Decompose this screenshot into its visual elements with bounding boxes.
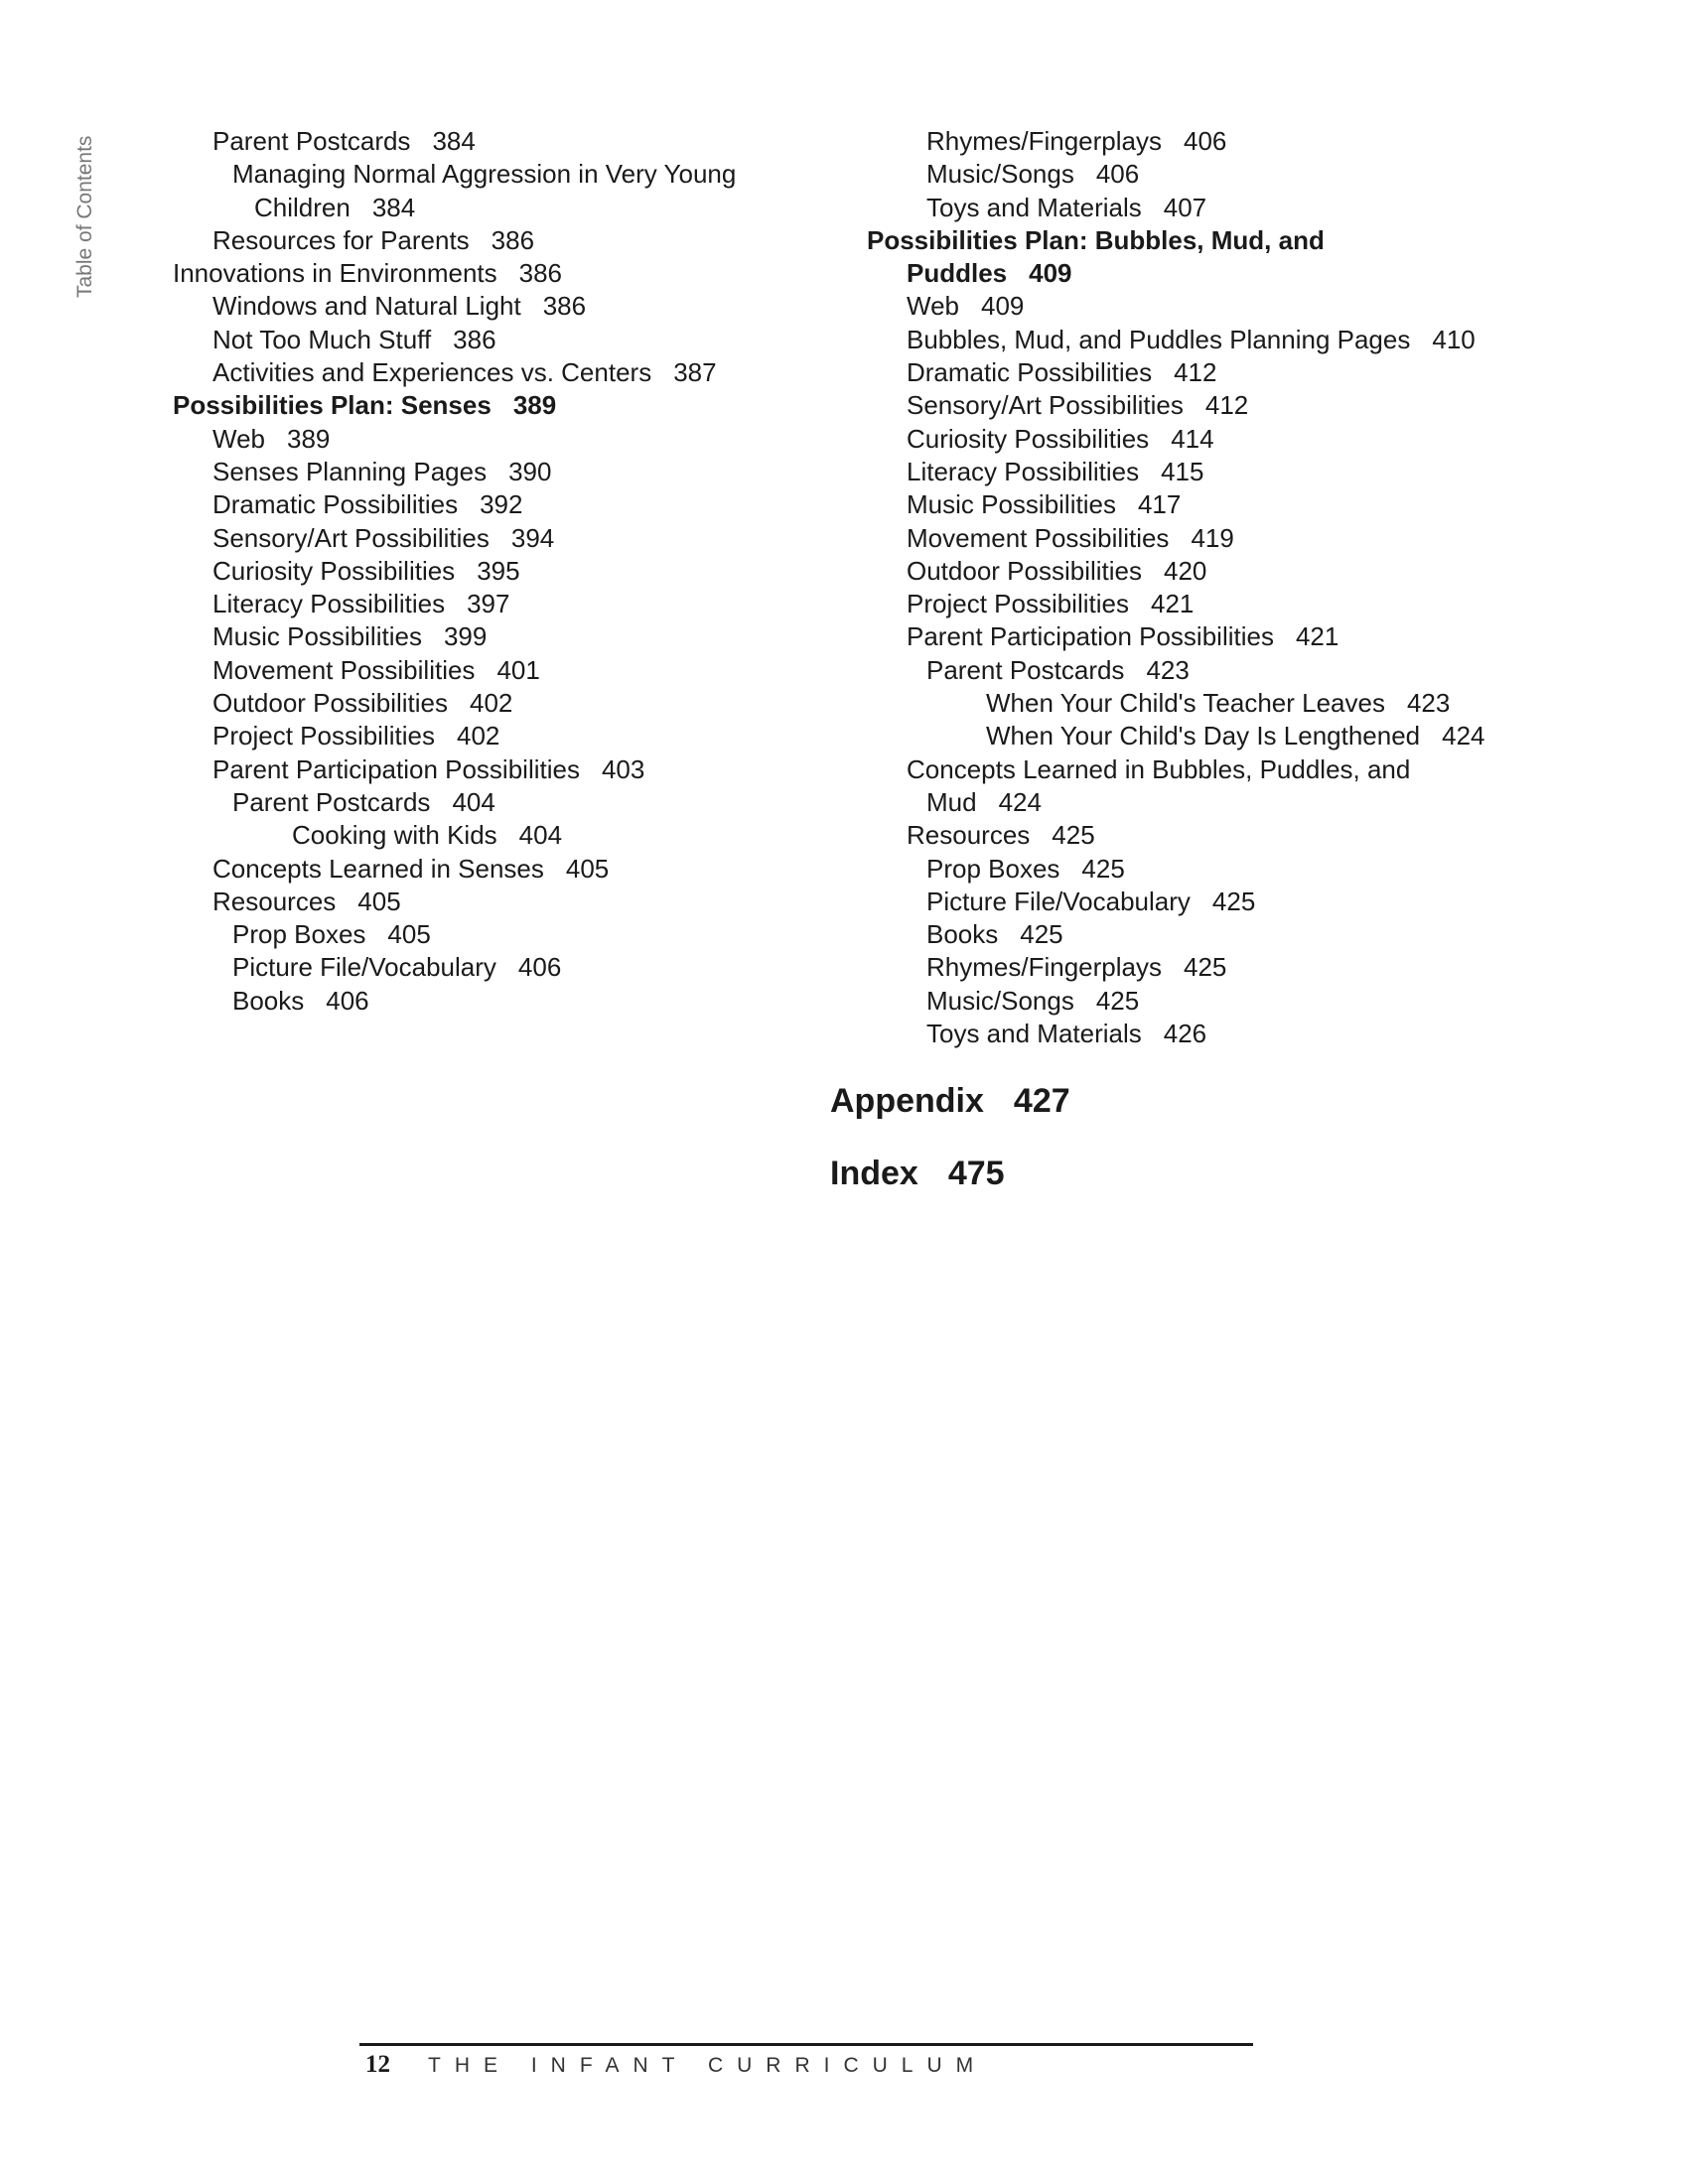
toc-entry-title: Picture File/Vocabulary [232, 952, 496, 983]
toc-entry [173, 687, 808, 720]
toc-entry-title: When Your Child's Day Is Lengthened [986, 721, 1421, 751]
toc-entry-title: Dramatic Possibilities [907, 357, 1153, 388]
toc-entry-page: 389 [287, 423, 331, 454]
toc-entry-title: Appendix [830, 1082, 984, 1120]
toc-entry-title: Possibilities Plan: Bubbles, Mud, and [867, 224, 1325, 255]
toc-entry [867, 158, 1602, 191]
toc-entry-index [830, 1155, 1005, 1193]
toc-entry-page: 386 [542, 291, 587, 322]
toc-entry [867, 290, 1602, 323]
toc-entry [173, 555, 808, 588]
toc-entry [173, 290, 808, 323]
toc-entry-title: Music/Songs [926, 985, 1074, 1016]
toc-entry-title: Movement Possibilities [212, 654, 476, 685]
toc-entry [867, 1018, 1602, 1050]
toc-entry [173, 720, 808, 752]
toc-entry-title: When Your Child's Teacher Leaves [986, 688, 1385, 719]
toc-entry [173, 819, 808, 852]
toc-entry-page: 397 [467, 589, 510, 619]
toc-entry [867, 192, 1602, 224]
toc-entry-page: 399 [443, 621, 488, 652]
page-footer [365, 2051, 987, 2079]
toc-entry [867, 125, 1602, 158]
footer-rule [359, 2043, 1253, 2046]
toc-entry-page: 402 [456, 721, 500, 751]
toc-entry-title: Windows and Natural Light [212, 291, 521, 322]
toc-entry-title: Music Possibilities [212, 621, 422, 652]
toc-entry-title: Dramatic Possibilities [212, 489, 459, 520]
toc-entry-page: 421 [1150, 589, 1195, 619]
toc-entry-page: 386 [518, 258, 563, 289]
toc-entry-page: 421 [1295, 621, 1339, 652]
toc-left-column [173, 125, 808, 1018]
toc-entry-page: 425 [1183, 952, 1227, 983]
toc-entry-page: 392 [480, 489, 523, 520]
toc-entry-page: 426 [1163, 1019, 1207, 1049]
side-tab-label: Table of Contents [73, 135, 96, 298]
toc-entry-page: 406 [1183, 126, 1227, 156]
toc-entry-title: Concepts Learned in Bubbles, Puddles, and [907, 753, 1411, 784]
toc-entry [867, 720, 1602, 752]
toc-entry-page: 401 [496, 654, 540, 685]
toc-entry-title: Books [232, 985, 305, 1016]
toc-entry-page: 403 [601, 753, 645, 784]
toc-entry-page: 387 [673, 357, 717, 388]
toc-entry-page: 405 [357, 886, 401, 916]
toc-entry [173, 853, 808, 886]
toc-entry [173, 985, 808, 1018]
toc-entry-title: Web [907, 291, 959, 322]
footer-book-title: THE INFANT CURRICULUM [428, 2054, 988, 2077]
toc-entry-title: Bubbles, Mud, and Puddles Planning Pages [907, 324, 1411, 354]
toc-entry-title: Concepts Learned in Senses [212, 853, 544, 884]
toc-entry-page: 390 [508, 456, 552, 486]
toc-entry-page: 389 [512, 390, 557, 421]
toc-entry-page: 427 [1013, 1082, 1070, 1120]
toc-entry-title: Outdoor Possibilities [212, 688, 448, 719]
toc-entry [867, 588, 1602, 620]
toc-entry-title: Mud [926, 786, 977, 817]
toc-entry-page: 405 [565, 853, 610, 884]
toc-entry [173, 324, 808, 356]
toc-entry-title: Not Too Much Stuff [212, 324, 432, 354]
toc-entry [173, 951, 808, 984]
toc-entry [867, 257, 1602, 290]
toc-entry-page: 384 [371, 192, 416, 222]
toc-entry-title: Resources [907, 820, 1031, 851]
toc-entry [867, 753, 1602, 786]
toc-entry [867, 522, 1602, 555]
toc-entry-page: 386 [453, 324, 496, 354]
toc-entry [867, 951, 1602, 984]
toc-entry [867, 853, 1602, 886]
toc-entry-page: 425 [1020, 919, 1063, 950]
toc-entry [173, 158, 808, 191]
toc-entry-page: 423 [1406, 688, 1451, 719]
toc-entry [867, 786, 1602, 819]
toc-entry-title: Innovations in Environments [173, 258, 497, 289]
toc-entry-title: Children [254, 192, 351, 222]
toc-entry-title: Project Possibilities [907, 589, 1129, 619]
toc-entry-page: 414 [1171, 423, 1214, 454]
toc-entry [867, 324, 1602, 356]
toc-entry-title: Outdoor Possibilities [907, 555, 1142, 586]
toc-entry-page: 424 [1442, 721, 1485, 751]
toc-entry [173, 192, 808, 224]
toc-entry-title: Senses Planning Pages [212, 456, 488, 486]
toc-entry-title: Project Possibilities [212, 721, 435, 751]
toc-entry-title: Managing Normal Aggression in Very Young [232, 159, 737, 190]
toc-entry [173, 224, 808, 257]
toc-entry-appendix [830, 1082, 1070, 1121]
toc-entry-title: Parent Participation Possibilities [212, 753, 580, 784]
toc-entry [867, 819, 1602, 852]
toc-entry-title: Rhymes/Fingerplays [926, 126, 1162, 156]
toc-entry-page: 419 [1191, 522, 1234, 553]
toc-entry-page: 404 [518, 820, 563, 851]
toc-entry-title: Music Possibilities [907, 489, 1116, 520]
toc-entry-title: Resources [212, 886, 337, 916]
toc-entry-page: 475 [947, 1155, 1005, 1192]
toc-entry-title: Movement Possibilities [907, 522, 1170, 553]
toc-entry-page: 405 [387, 919, 431, 950]
toc-entry [867, 687, 1602, 720]
toc-entry-page: 406 [517, 952, 562, 983]
toc-entry-title: Toys and Materials [926, 192, 1142, 222]
toc-entry-title: Sensory/Art Possibilities [907, 390, 1184, 421]
toc-entry-page: 425 [1052, 820, 1095, 851]
toc-entry-title: Literacy Possibilities [907, 456, 1140, 486]
toc-entry [173, 125, 808, 158]
toc-entry [867, 886, 1602, 918]
toc-entry [173, 522, 808, 555]
toc-entry-page: 406 [1095, 159, 1140, 190]
toc-entry [173, 654, 808, 687]
toc-entry [173, 620, 808, 653]
toc-entry [867, 654, 1602, 687]
toc-entry [173, 753, 808, 786]
toc-entry-page: 420 [1164, 555, 1207, 586]
toc-entry-page: 425 [1095, 985, 1140, 1016]
toc-entry [173, 786, 808, 819]
toc-entry-title: Curiosity Possibilities [212, 555, 456, 586]
toc-entry-page: 423 [1146, 654, 1190, 685]
toc-entry-page: 404 [452, 786, 495, 817]
toc-entry-title: Resources for Parents [212, 224, 470, 255]
toc-entry-page: 410 [1432, 324, 1476, 354]
toc-entry-page: 417 [1137, 489, 1182, 520]
toc-entry [867, 918, 1602, 951]
toc-entry-page: 425 [1081, 853, 1125, 884]
toc-entry-page: 412 [1174, 357, 1217, 388]
toc-entry-page: 386 [491, 224, 535, 255]
toc-entry [867, 488, 1602, 521]
toc-entry [173, 456, 808, 488]
toc-entry [173, 389, 808, 422]
toc-entry-title: Cooking with Kids [292, 820, 497, 851]
toc-entry [867, 423, 1602, 456]
toc-entry-title: Activities and Experiences vs. Centers [212, 357, 652, 388]
footer-page-number: 12 [365, 2051, 390, 2078]
toc-entry [173, 488, 808, 521]
toc-entry-title: Web [212, 423, 265, 454]
toc-entry-title: Parent Participation Possibilities [907, 621, 1274, 652]
toc-entry-page: 415 [1161, 456, 1204, 486]
toc-entry-title: Puddles [907, 258, 1008, 289]
toc-entry [867, 985, 1602, 1018]
toc-entry-title: Toys and Materials [926, 1019, 1142, 1049]
toc-entry [867, 356, 1602, 389]
toc-entry-title: Music/Songs [926, 159, 1074, 190]
toc-entry-page: 424 [998, 786, 1042, 817]
toc-entry-title: Parent Postcards [926, 654, 1125, 685]
toc-entry [173, 423, 808, 456]
toc-entry-title: Picture File/Vocabulary [926, 886, 1191, 916]
toc-entry [867, 389, 1602, 422]
toc-entry [867, 555, 1602, 588]
toc-entry-title: Parent Postcards [212, 126, 411, 156]
toc-entry-page: 406 [326, 985, 369, 1016]
toc-entry-title: Parent Postcards [232, 786, 431, 817]
toc-entry-page: 394 [510, 522, 555, 553]
toc-entry-title: Rhymes/Fingerplays [926, 952, 1162, 983]
toc-entry-page: 425 [1211, 886, 1256, 916]
toc-entry-page: 409 [1029, 258, 1072, 289]
toc-entry-title: Prop Boxes [232, 919, 366, 950]
toc-entry-title: Sensory/Art Possibilities [212, 522, 490, 553]
toc-entry-title: Curiosity Possibilities [907, 423, 1150, 454]
toc-right-column [867, 125, 1602, 1050]
toc-entry [173, 886, 808, 918]
toc-entry-page: 402 [470, 688, 513, 719]
toc-entry [173, 918, 808, 951]
toc-entry [173, 588, 808, 620]
toc-entry-page: 407 [1163, 192, 1207, 222]
toc-entry [867, 456, 1602, 488]
toc-entry [173, 257, 808, 290]
toc-entry-title: Books [926, 919, 999, 950]
toc-entry-title: Possibilities Plan: Senses [173, 390, 492, 421]
toc-entry [173, 356, 808, 389]
toc-entry-title: Literacy Possibilities [212, 589, 446, 619]
toc-entry-title: Prop Boxes [926, 853, 1060, 884]
toc-entry-page: 412 [1204, 390, 1249, 421]
toc-entry [867, 620, 1602, 653]
toc-entry [867, 224, 1602, 257]
toc-entry-page: 395 [477, 555, 520, 586]
toc-entry-page: 409 [981, 291, 1025, 322]
toc-entry-page: 384 [432, 126, 476, 156]
toc-entry-title: Index [830, 1155, 918, 1192]
